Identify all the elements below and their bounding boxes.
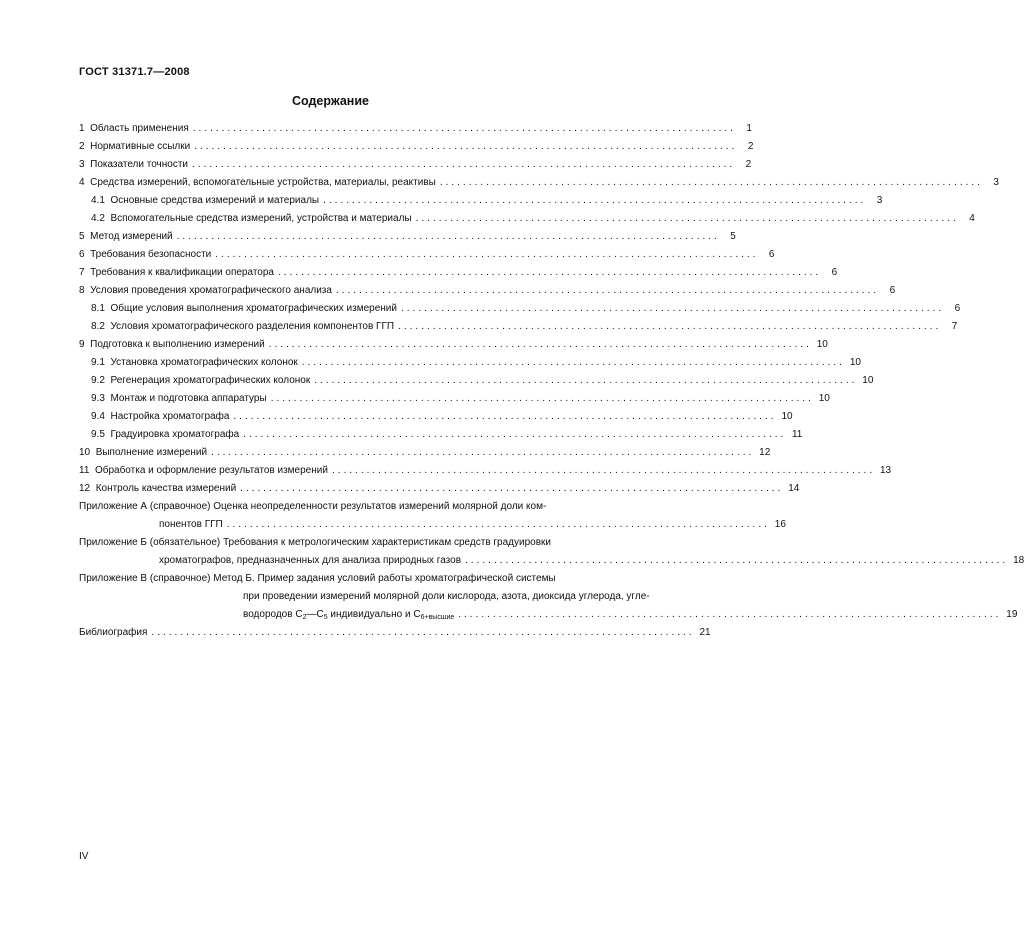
toc-page: 1 [746,123,752,134]
toc-entry-9-1[interactable] [79,354,861,372]
leader-dots: .............................................................................................. [314,375,858,386]
toc-page: 3 [993,177,999,188]
formula-subscript: 6+высшие [420,614,455,621]
toc-title: Содержание [291,94,369,108]
toc-label: Общие условия выполнения хроматографических измерений [110,303,397,314]
toc-entry-9[interactable] [79,336,828,354]
toc-number: 8.1 [91,303,105,314]
leader-dots: .............................................................................................. [268,339,812,350]
leader-dots: .............................................................................................. [211,447,755,458]
toc-page: 10 [781,411,793,422]
toc-label: Требования к квалификации оператора [90,267,274,278]
toc-entry-4-2[interactable] [79,210,975,228]
leader-dots: .............................................................................................. [226,519,770,530]
toc-label: Обработка и оформление результатов измерений [94,465,328,476]
toc-page: 13 [879,465,892,476]
toc-label: Область применения [90,123,189,134]
toc-entry-9-2[interactable] [79,372,874,390]
toc-appendix-c[interactable] [79,570,1018,624]
appendix-b-line-1: Приложение Б (обязательное) Требования к метрологическим характеристикам средств градуировки [79,537,551,548]
toc-number: 10 [79,447,91,458]
leader-dots: .............................................................................................. [458,609,1002,620]
leader-dots: .............................................................................................. [215,249,759,260]
table-of-contents [79,120,1024,642]
toc-page: 18 [1013,555,1024,566]
toc-entry-8-2[interactable] [79,318,958,336]
toc-entry-1[interactable] [79,120,752,138]
toc-page: 5 [730,231,736,242]
toc-page: 7 [951,321,958,332]
leader-dots: .............................................................................................. [176,231,720,242]
toc-page: 12 [759,447,771,458]
toc-entry-4-1[interactable] [79,192,883,210]
leader-dots: .............................................................................................. [415,213,959,224]
toc-entry-9-5[interactable] [79,426,803,444]
toc-page: 2 [745,159,752,170]
toc-number: 12 [79,483,91,494]
toc-label: Градуировка хроматографа [110,429,240,440]
leader-dots: .............................................................................................. [400,303,945,314]
toc-number: 6 [79,249,85,260]
toc-label: Показатели точности [90,159,189,170]
formula-text: —С [306,609,324,620]
formula-subscript: 5 [323,614,328,621]
toc-number: 9.2 [91,375,105,386]
toc-number: 9.3 [91,393,105,404]
document-code: ГОСТ 31371.7—2008 [79,66,190,78]
leader-dots: .............................................................................................. [192,159,736,170]
leader-dots: .............................................................................................. [151,627,695,638]
toc-number: 4.2 [91,213,105,224]
toc-page: 6 [768,249,775,260]
formula-subscript: 2 [302,614,307,621]
leader-dots: .............................................................................................. [323,195,867,206]
page-number: IV [79,851,89,862]
toc-label: Настройка хроматографа [110,411,230,422]
toc-page: 21 [699,627,711,638]
toc-entry-11[interactable] [79,462,892,480]
toc-entry-12[interactable] [79,480,800,498]
toc-label [243,606,454,624]
toc-entry-6[interactable] [79,246,775,264]
toc-label: Монтаж и подготовка аппаратуры [110,393,267,404]
toc-label: Требования безопасности [90,249,212,260]
toc-entry-2[interactable] [79,138,754,156]
toc-label: Подготовка к выполнению измерений [90,339,265,350]
toc-entry-9-3[interactable] [79,390,830,408]
toc-number: 5 [79,231,85,242]
appendix-a-line-2 [79,516,786,534]
leader-dots: .............................................................................................. [465,555,1009,566]
toc-number: 11 [79,465,90,476]
toc-label: Выполнение измерений [95,447,208,458]
leader-dots: .............................................................................................. [194,141,738,152]
toc-number: 2 [79,141,85,152]
toc-label: понентов ГГП [159,519,223,530]
appendix-c-line-2: при проведении измерений молярной доли кислорода, азота, диоксида углерода, угле- [243,591,650,602]
toc-label: Установка хроматографических колонок [110,357,298,368]
leader-dots: .............................................................................................. [243,429,787,440]
toc-entry-3[interactable] [79,156,752,174]
toc-label: Метод измерений [90,231,173,242]
leader-dots: .............................................................................................. [301,357,845,368]
toc-number: 3 [79,159,85,170]
toc-number: 9.1 [91,357,105,368]
toc-label: Условия хроматографического разделения компонентов ГГП [110,321,395,332]
appendix-c-line-3 [79,606,1018,624]
leader-dots: .............................................................................................. [192,123,736,134]
toc-number: 8 [79,285,85,296]
toc-label: Нормативные ссылки [90,141,191,152]
leader-dots: .............................................................................................. [240,483,784,494]
toc-number: 4 [79,177,85,188]
toc-label: Библиография [79,627,148,638]
toc-label: хроматографов, предназначенных для анализа природных газов [159,555,462,566]
toc-label: Основные средства измерений и материалы [110,195,320,206]
toc-page: 14 [788,483,800,494]
toc-page: 10 [816,339,828,350]
toc-bibliography[interactable] [79,624,711,642]
toc-page: 2 [747,141,754,152]
toc-page: 3 [876,195,883,206]
appendix-b-line-2 [79,552,1024,570]
formula-text: водородов С [243,609,303,620]
toc-number: 4.1 [91,195,105,206]
toc-page: 19 [1006,609,1018,620]
toc-entry-7[interactable] [79,264,838,282]
toc-page: 10 [818,393,830,404]
leader-dots: .............................................................................................. [331,465,876,476]
leader-dots: .............................................................................................. [270,393,814,404]
toc-entry-8-1[interactable] [79,300,961,318]
toc-number: 9 [79,339,85,350]
toc-page: 6 [954,303,961,314]
appendix-c-line-1: Приложение В (справочное) Метод Б. Пример задания условий работы хроматографической системы [79,573,556,584]
toc-page: 10 [862,375,874,386]
toc-entry-8[interactable] [79,282,896,300]
toc-label: Контроль качества измерений [95,483,237,494]
leader-dots: .............................................................................................. [233,411,777,422]
toc-page: 11 [791,429,803,440]
toc-label: Средства измерений, вспомогательные устройства, материалы, реактивы [90,177,436,188]
toc-number: 1 [79,123,85,134]
leader-dots: .............................................................................................. [439,177,983,188]
toc-entry-5[interactable] [79,228,736,246]
toc-page: 6 [889,285,896,296]
toc-number: 9.5 [91,429,105,440]
leader-dots: .............................................................................................. [335,285,880,296]
leader-dots: .............................................................................................. [278,267,822,278]
toc-label: Вспомогательные средства измерений, устройства и материалы [110,213,412,224]
toc-number: 7 [79,267,85,278]
leader-dots: .............................................................................................. [398,321,942,332]
toc-label: Условия проведения хроматографического анализа [90,285,332,296]
toc-appendix-a[interactable] [79,498,786,534]
toc-entry-10[interactable] [79,444,771,462]
formula-text: индивидуально и С [327,609,421,620]
toc-entry-9-4[interactable] [79,408,793,426]
appendix-a-line-1: Приложение А (справочное) Оценка неопределенности результатов измерений молярной доли ком- [79,501,547,512]
toc-number: 8.2 [91,321,105,332]
toc-page: 6 [831,267,838,278]
toc-page: 10 [849,357,861,368]
toc-page: 4 [969,213,975,224]
toc-label: Регенерация хроматографических колонок [110,375,311,386]
toc-appendix-b[interactable] [79,534,1024,570]
toc-page: 16 [774,519,786,530]
toc-entry-4[interactable] [79,174,999,192]
toc-number: 9.4 [91,411,105,422]
